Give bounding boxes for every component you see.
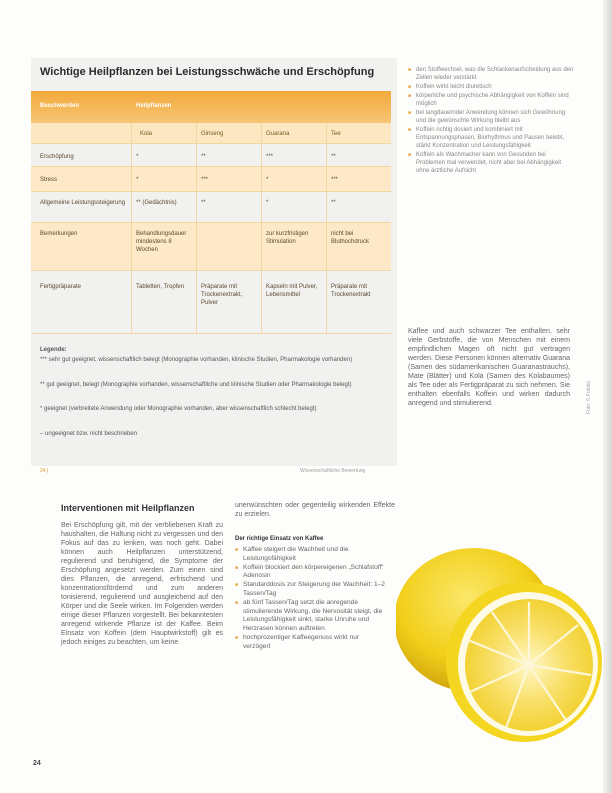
list-item: ■ Standarddosis zur Steigerung der Wachheit: 1–2 Tassen/Tag xyxy=(235,581,385,599)
row-label: Allgemeine Leistungssteigerung xyxy=(40,200,126,206)
legend-title: Legende: xyxy=(40,347,67,353)
table-cell: Präparate mit Trockenextrakt xyxy=(331,284,371,298)
table-cell: ** xyxy=(331,154,336,160)
table-cell: Präparate mit Trockenextrakt, Pulver xyxy=(201,284,243,306)
list-item: ■ Koffein wirkt leicht diuretisch xyxy=(408,83,576,91)
table-cell: Behandlungsdauer mindestens 8 Wochen xyxy=(136,231,187,253)
header-beschwerden: Beschwerden xyxy=(40,103,80,109)
list-item: ■ Koffein blockiert den körpereigenen „Schlafstoff“ Adenosin xyxy=(235,564,385,582)
list-item: ■ Koffein richtig dosiert und kombiniert mit Entspannungsphasen, Biorhythmus und Pausen belebt, stärkt Konzentration und Leistungsfähigkeit xyxy=(408,126,576,150)
table-cell: zur kurzfristigen Stimulation xyxy=(266,231,309,245)
page-number: 24 xyxy=(33,760,41,767)
coffee-subtitle: Der richtige Einsatz von Kaffee xyxy=(235,536,324,542)
section-title: Interventionen mit Heilpflanzen xyxy=(61,503,195,513)
table-cell: *** xyxy=(201,177,209,183)
table-source: 24 | xyxy=(40,468,49,474)
col-divider xyxy=(131,123,132,333)
table-cell: * xyxy=(266,177,269,183)
row-divider xyxy=(31,143,391,144)
table-footnote: Wissenschaftliche Bewertung xyxy=(300,468,366,474)
table-cell: Kapseln mit Pulver, Lebensmittel xyxy=(266,284,318,298)
legend-item: – ungeeignet bzw. nicht beschrieben xyxy=(40,431,138,437)
row-divider xyxy=(31,166,391,167)
list-item: ■ Kaffee steigert die Wachheit und die Leistungsfähigkeit xyxy=(235,546,385,564)
plant-guarana: Guarana xyxy=(266,131,290,137)
row-label: Erschöpfung xyxy=(40,154,74,160)
plant-ginseng: Ginseng xyxy=(201,131,224,137)
row-divider xyxy=(31,191,391,192)
continuation-paragraph: unerwünschten oder gegenteilig wirkenden Effekte zu erzielen. xyxy=(235,502,395,518)
row-label: Fertigpräparate xyxy=(40,284,82,290)
row-label: Stress xyxy=(40,177,58,183)
plant-tee: Tee xyxy=(331,131,341,137)
legend-item: ** gut geeignet, belegt (Monographie vorhanden, wissenschaftliche und klinische Studien oder Pharmakologie belegt) xyxy=(40,382,352,388)
plant-kola: Kola xyxy=(140,131,153,137)
list-item: ■ körperliche und psychische Abhängigkeit von Koffein sind möglich xyxy=(408,92,576,108)
table-cell: * xyxy=(136,177,139,183)
row-divider xyxy=(31,270,391,271)
table-header xyxy=(31,91,391,123)
table-cell: ** (Gedächtnis) xyxy=(136,200,177,206)
row-label: Bemerkungen xyxy=(40,231,78,237)
photo-credit: Foto: © Fotolia xyxy=(586,381,592,414)
col-divider xyxy=(326,123,327,333)
list-item: ■ den Stoffwechsel, was die Schlackenaufscheidung aus den Zellen wieder verstärkt xyxy=(408,66,576,82)
table-cell: * xyxy=(266,200,269,206)
list-item: ■ Koffein als Wachmacher kann von Gesunden bei Problemen mal verwendet, nicht aber bei Abhängigkeit ohne ärztliche Aufsicht xyxy=(408,151,576,175)
lemon-center xyxy=(524,660,534,670)
right-bullet-list xyxy=(408,66,576,176)
row-divider xyxy=(31,333,391,334)
table-cell: Tabletten, Tropfen xyxy=(136,284,185,290)
table-cell: *** xyxy=(266,154,274,160)
legend-item: *** sehr gut geeignet, wissenschaftlich belegt (Monographie vorhanden, klinische Studien, Pharmakologie vorhanden) xyxy=(40,357,353,363)
col-divider xyxy=(261,123,262,333)
intro-paragraph: Bei Erschöpfung gilt, mit der verbliebenen Kraft zu haushalten, die Haltung nicht zu vergessen und den Fokus auf das zu lenken, was noch geht. Dabei können auch Heilpflanzen unterstützend, regulierend und beruhigend, die Symptome der Erschöpfung angesetzt werden. Zum einen sind dies Pflanzen, die anregend, erfrischend und konzentrationsfördernd und zum anderen tonisierend, regulierend und ausgleichend auf den Körper und die Seele wirken. Im Folgenden werden einige dieser Pflanzen vorgestellt. Bei bekanntesten anregend wirkende Pflanze ist der Kaffee. Beim Einsatz von Koffein (dem Hauptwirkstoff) gilt es jedoch einiges zu beachten, um keine xyxy=(61,522,223,646)
table-cell: ** xyxy=(201,200,206,206)
right-paragraph: Kaffee und auch schwarzer Tee enthalten, sehr viele Gerbstoffe, die von Menschen mit einem empfindlichen Magen oft nicht gut vertragen werden. Diese Personen können alternativ Guarana (Samen des südamerikanischen Guaranastrauchs), Mate (Blätter) und Kola (Samen des Kolabaumes) als Tee oder als Fertigpräparat zu sich nehmen. Sie enthalten ebenfalls Koffein und wirken dadurch anregend und stimulierend. xyxy=(408,328,570,407)
page-edge-shadow xyxy=(603,0,612,793)
list-item: ■ hochprozentiger Kaffeegenuss wirkt nur verzögert xyxy=(235,634,385,652)
table-cell: * xyxy=(136,154,139,160)
legend-item: * geeignet (verbreitete Anwendung oder Monographie vorhanden, aber wissenschaftlich schlecht belegt) xyxy=(40,406,317,412)
list-item: ■ bei langdauernder Anwendung können sich Gewöhnung und die gewünschte Wirkung bleibt aus xyxy=(408,109,576,125)
table-cell: *** xyxy=(331,177,339,183)
row-divider xyxy=(31,222,391,223)
table-cell: nicht bei Bluthochdruck xyxy=(331,231,370,245)
table-cell: ** xyxy=(331,200,336,206)
table-cell: ** xyxy=(201,154,206,160)
col-divider xyxy=(196,123,197,333)
coffee-bullet-list xyxy=(235,546,385,652)
list-item: ■ ab fünf Tassen/Tag setzt die anregende stimulierende Wirkung, die Nervosität steigt, die Leistungsfähigkeit sinkt, starke Unruhe und Herzrasen können auftreten xyxy=(235,599,385,634)
table-title: Wichtige Heilpflanzen bei Leistungsschwäche und Erschöpfung xyxy=(40,66,375,78)
lemon-image xyxy=(396,520,603,750)
header-heilpflanzen: Heilpflanzen xyxy=(136,103,172,109)
